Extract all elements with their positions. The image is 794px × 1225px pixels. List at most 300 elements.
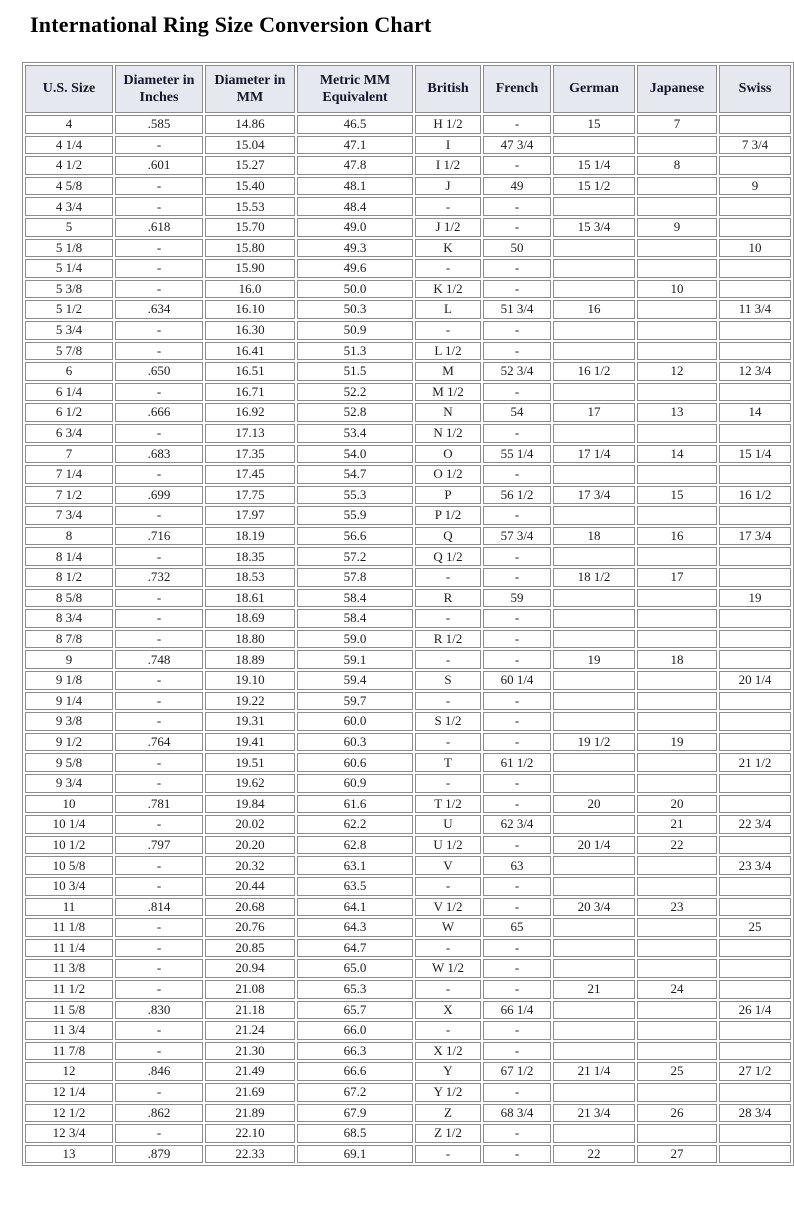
cell-japanese xyxy=(637,692,717,711)
cell-german xyxy=(553,918,635,937)
cell-swiss xyxy=(719,506,791,525)
cell-japanese xyxy=(637,753,717,772)
cell-german xyxy=(553,506,635,525)
cell-japanese xyxy=(637,609,717,628)
cell-german: 16 1/2 xyxy=(553,362,635,381)
cell-german: 15 1/4 xyxy=(553,156,635,175)
cell-swiss: 12 3/4 xyxy=(719,362,791,381)
cell-u-s-size: 8 5/8 xyxy=(25,589,113,608)
cell-u-s-size: 10 3/4 xyxy=(25,877,113,896)
cell-diameter-in-inches: .732 xyxy=(115,568,203,587)
cell-japanese xyxy=(637,918,717,937)
cell-diameter-in-inches: - xyxy=(115,1021,203,1040)
cell-diameter-in-mm: 19.51 xyxy=(205,753,295,772)
cell-french: - xyxy=(483,568,551,587)
cell-u-s-size: 10 5/8 xyxy=(25,856,113,875)
cell-japanese: 27 xyxy=(637,1145,717,1164)
cell-french: 52 3/4 xyxy=(483,362,551,381)
cell-diameter-in-mm: 19.31 xyxy=(205,712,295,731)
cell-diameter-in-inches: - xyxy=(115,465,203,484)
cell-diameter-in-inches: - xyxy=(115,506,203,525)
cell-diameter-in-mm: 19.10 xyxy=(205,671,295,690)
cell-japanese: 14 xyxy=(637,445,717,464)
table-row xyxy=(25,671,791,690)
cell-diameter-in-inches: .683 xyxy=(115,445,203,464)
cell-swiss: 25 xyxy=(719,918,791,937)
cell-diameter-in-inches: - xyxy=(115,939,203,958)
cell-diameter-in-inches: .830 xyxy=(115,1001,203,1020)
cell-german: 21 3/4 xyxy=(553,1104,635,1123)
cell-u-s-size: 11 3/4 xyxy=(25,1021,113,1040)
cell-diameter-in-inches: - xyxy=(115,259,203,278)
cell-japanese xyxy=(637,774,717,793)
ring-size-conversion-table xyxy=(22,62,794,1166)
cell-swiss xyxy=(719,795,791,814)
cell-diameter-in-mm: 18.80 xyxy=(205,630,295,649)
cell-diameter-in-mm: 22.10 xyxy=(205,1124,295,1143)
cell-british: Y xyxy=(415,1062,481,1081)
table-row xyxy=(25,424,791,443)
cell-diameter-in-inches: - xyxy=(115,424,203,443)
cell-british: T 1/2 xyxy=(415,795,481,814)
cell-french: - xyxy=(483,465,551,484)
cell-metric-mm-equivalent: 64.3 xyxy=(297,918,413,937)
cell-french: - xyxy=(483,774,551,793)
cell-diameter-in-mm: 22.33 xyxy=(205,1145,295,1164)
cell-diameter-in-mm: 15.40 xyxy=(205,177,295,196)
cell-german xyxy=(553,856,635,875)
table-row xyxy=(25,115,791,134)
cell-metric-mm-equivalent: 47.1 xyxy=(297,136,413,155)
table-row xyxy=(25,547,791,566)
cell-metric-mm-equivalent: 60.9 xyxy=(297,774,413,793)
cell-british: U 1/2 xyxy=(415,836,481,855)
cell-french: - xyxy=(483,692,551,711)
cell-french: - xyxy=(483,547,551,566)
cell-diameter-in-mm: 21.08 xyxy=(205,980,295,999)
cell-diameter-in-mm: 20.68 xyxy=(205,898,295,917)
cell-japanese xyxy=(637,1001,717,1020)
cell-british: K 1/2 xyxy=(415,280,481,299)
cell-french: - xyxy=(483,321,551,340)
cell-japanese xyxy=(637,177,717,196)
cell-diameter-in-mm: 16.92 xyxy=(205,403,295,422)
table-row xyxy=(25,939,791,958)
cell-diameter-in-inches: - xyxy=(115,774,203,793)
cell-metric-mm-equivalent: 59.4 xyxy=(297,671,413,690)
cell-swiss xyxy=(719,156,791,175)
cell-u-s-size: 12 3/4 xyxy=(25,1124,113,1143)
table-row xyxy=(25,753,791,772)
cell-u-s-size: 9 1/2 xyxy=(25,733,113,752)
cell-french: - xyxy=(483,259,551,278)
cell-british: - xyxy=(415,1021,481,1040)
cell-diameter-in-mm: 15.04 xyxy=(205,136,295,155)
cell-diameter-in-mm: 20.85 xyxy=(205,939,295,958)
cell-diameter-in-inches: - xyxy=(115,609,203,628)
cell-diameter-in-mm: 16.10 xyxy=(205,300,295,319)
cell-japanese xyxy=(637,1083,717,1102)
cell-british: L 1/2 xyxy=(415,342,481,361)
cell-german: 15 1/2 xyxy=(553,177,635,196)
cell-swiss xyxy=(719,383,791,402)
cell-british: - xyxy=(415,609,481,628)
cell-japanese xyxy=(637,342,717,361)
cell-german: 19 xyxy=(553,650,635,669)
cell-diameter-in-inches: - xyxy=(115,753,203,772)
cell-german xyxy=(553,342,635,361)
cell-diameter-in-inches: - xyxy=(115,918,203,937)
table-row xyxy=(25,795,791,814)
cell-u-s-size: 13 xyxy=(25,1145,113,1164)
cell-diameter-in-inches: .797 xyxy=(115,836,203,855)
cell-diameter-in-mm: 19.84 xyxy=(205,795,295,814)
table-row xyxy=(25,527,791,546)
cell-diameter-in-inches: .716 xyxy=(115,527,203,546)
cell-diameter-in-mm: 21.89 xyxy=(205,1104,295,1123)
cell-u-s-size: 5 7/8 xyxy=(25,342,113,361)
cell-diameter-in-mm: 15.80 xyxy=(205,239,295,258)
cell-metric-mm-equivalent: 49.6 xyxy=(297,259,413,278)
cell-british: - xyxy=(415,321,481,340)
cell-british: I xyxy=(415,136,481,155)
cell-u-s-size: 11 7/8 xyxy=(25,1042,113,1061)
cell-british: O xyxy=(415,445,481,464)
cell-diameter-in-inches: - xyxy=(115,630,203,649)
cell-german xyxy=(553,589,635,608)
table-row xyxy=(25,403,791,422)
cell-diameter-in-inches: - xyxy=(115,177,203,196)
cell-diameter-in-mm: 15.53 xyxy=(205,197,295,216)
cell-british: S 1/2 xyxy=(415,712,481,731)
cell-british: - xyxy=(415,692,481,711)
cell-german xyxy=(553,465,635,484)
table-row xyxy=(25,197,791,216)
cell-diameter-in-inches: - xyxy=(115,712,203,731)
cell-metric-mm-equivalent: 55.3 xyxy=(297,486,413,505)
table-row xyxy=(25,1104,791,1123)
cell-diameter-in-mm: 17.75 xyxy=(205,486,295,505)
cell-metric-mm-equivalent: 66.3 xyxy=(297,1042,413,1061)
cell-swiss xyxy=(719,1021,791,1040)
cell-japanese xyxy=(637,712,717,731)
cell-diameter-in-inches: - xyxy=(115,589,203,608)
cell-french: - xyxy=(483,630,551,649)
cell-french: 63 xyxy=(483,856,551,875)
table-row xyxy=(25,918,791,937)
cell-metric-mm-equivalent: 50.0 xyxy=(297,280,413,299)
cell-japanese xyxy=(637,877,717,896)
header-row xyxy=(25,65,791,113)
table-row xyxy=(25,589,791,608)
cell-swiss xyxy=(719,321,791,340)
cell-u-s-size: 12 1/4 xyxy=(25,1083,113,1102)
cell-swiss xyxy=(719,568,791,587)
cell-french: 56 1/2 xyxy=(483,486,551,505)
cell-diameter-in-mm: 20.20 xyxy=(205,836,295,855)
cell-japanese xyxy=(637,1042,717,1061)
table-row xyxy=(25,733,791,752)
cell-diameter-in-mm: 16.71 xyxy=(205,383,295,402)
cell-british: P 1/2 xyxy=(415,506,481,525)
cell-french: 57 3/4 xyxy=(483,527,551,546)
cell-japanese: 12 xyxy=(637,362,717,381)
cell-german xyxy=(553,239,635,258)
cell-british: - xyxy=(415,650,481,669)
cell-french: - xyxy=(483,156,551,175)
cell-french: - xyxy=(483,836,551,855)
cell-french: 66 1/4 xyxy=(483,1001,551,1020)
cell-metric-mm-equivalent: 60.6 xyxy=(297,753,413,772)
cell-u-s-size: 4 1/2 xyxy=(25,156,113,175)
cell-u-s-size: 8 1/2 xyxy=(25,568,113,587)
cell-british: M 1/2 xyxy=(415,383,481,402)
cell-japanese: 7 xyxy=(637,115,717,134)
cell-french: - xyxy=(483,898,551,917)
cell-french: 49 xyxy=(483,177,551,196)
cell-swiss xyxy=(719,836,791,855)
table-row xyxy=(25,177,791,196)
cell-diameter-in-mm: 21.30 xyxy=(205,1042,295,1061)
cell-french: - xyxy=(483,795,551,814)
cell-japanese xyxy=(637,671,717,690)
cell-swiss xyxy=(719,692,791,711)
cell-british: H 1/2 xyxy=(415,115,481,134)
cell-u-s-size: 4 1/4 xyxy=(25,136,113,155)
table-row xyxy=(25,156,791,175)
cell-diameter-in-inches: .748 xyxy=(115,650,203,669)
cell-u-s-size: 9 3/4 xyxy=(25,774,113,793)
cell-diameter-in-inches: - xyxy=(115,383,203,402)
cell-u-s-size: 10 1/4 xyxy=(25,815,113,834)
cell-swiss xyxy=(719,1083,791,1102)
cell-metric-mm-equivalent: 58.4 xyxy=(297,589,413,608)
cell-german xyxy=(553,939,635,958)
column-header-french: French xyxy=(483,65,551,113)
cell-french: - xyxy=(483,506,551,525)
cell-u-s-size: 4 3/4 xyxy=(25,197,113,216)
cell-german: 18 1/2 xyxy=(553,568,635,587)
cell-u-s-size: 5 3/4 xyxy=(25,321,113,340)
cell-swiss: 27 1/2 xyxy=(719,1062,791,1081)
cell-french: 68 3/4 xyxy=(483,1104,551,1123)
cell-swiss xyxy=(719,650,791,669)
table-row xyxy=(25,506,791,525)
cell-diameter-in-inches: - xyxy=(115,197,203,216)
cell-japanese: 24 xyxy=(637,980,717,999)
cell-diameter-in-inches: - xyxy=(115,321,203,340)
cell-french: - xyxy=(483,342,551,361)
cell-diameter-in-inches: .618 xyxy=(115,218,203,237)
cell-swiss xyxy=(719,980,791,999)
cell-french: - xyxy=(483,650,551,669)
cell-british: J 1/2 xyxy=(415,218,481,237)
cell-u-s-size: 8 xyxy=(25,527,113,546)
cell-french: - xyxy=(483,280,551,299)
cell-metric-mm-equivalent: 63.1 xyxy=(297,856,413,875)
cell-u-s-size: 9 5/8 xyxy=(25,753,113,772)
cell-japanese: 10 xyxy=(637,280,717,299)
cell-swiss: 22 3/4 xyxy=(719,815,791,834)
cell-french: 61 1/2 xyxy=(483,753,551,772)
cell-swiss xyxy=(719,1042,791,1061)
cell-british: - xyxy=(415,733,481,752)
cell-french: - xyxy=(483,1124,551,1143)
cell-japanese xyxy=(637,856,717,875)
cell-british: Z xyxy=(415,1104,481,1123)
cell-british: - xyxy=(415,877,481,896)
cell-british: - xyxy=(415,197,481,216)
cell-diameter-in-inches: - xyxy=(115,547,203,566)
cell-metric-mm-equivalent: 66.6 xyxy=(297,1062,413,1081)
cell-u-s-size: 7 xyxy=(25,445,113,464)
column-header-japanese: Japanese xyxy=(637,65,717,113)
column-header-swiss: Swiss xyxy=(719,65,791,113)
cell-british: U xyxy=(415,815,481,834)
cell-german: 21 1/4 xyxy=(553,1062,635,1081)
cell-metric-mm-equivalent: 63.5 xyxy=(297,877,413,896)
cell-diameter-in-inches: - xyxy=(115,1042,203,1061)
cell-german xyxy=(553,959,635,978)
cell-british: R 1/2 xyxy=(415,630,481,649)
cell-diameter-in-inches: - xyxy=(115,856,203,875)
cell-diameter-in-mm: 20.94 xyxy=(205,959,295,978)
column-header-diameter-in-inches: Diameter in Inches xyxy=(115,65,203,113)
cell-swiss: 11 3/4 xyxy=(719,300,791,319)
cell-british: Q 1/2 xyxy=(415,547,481,566)
cell-french: 47 3/4 xyxy=(483,136,551,155)
cell-swiss: 10 xyxy=(719,239,791,258)
cell-japanese: 19 xyxy=(637,733,717,752)
cell-swiss: 17 3/4 xyxy=(719,527,791,546)
cell-diameter-in-inches: - xyxy=(115,280,203,299)
cell-swiss xyxy=(719,630,791,649)
cell-german xyxy=(553,1042,635,1061)
cell-french: - xyxy=(483,1083,551,1102)
cell-metric-mm-equivalent: 54.0 xyxy=(297,445,413,464)
cell-french: - xyxy=(483,712,551,731)
cell-metric-mm-equivalent: 64.1 xyxy=(297,898,413,917)
cell-british: V 1/2 xyxy=(415,898,481,917)
cell-german xyxy=(553,1021,635,1040)
cell-u-s-size: 7 1/2 xyxy=(25,486,113,505)
table-row xyxy=(25,280,791,299)
cell-british: - xyxy=(415,1145,481,1164)
cell-japanese xyxy=(637,300,717,319)
cell-german xyxy=(553,774,635,793)
cell-diameter-in-mm: 20.76 xyxy=(205,918,295,937)
cell-u-s-size: 9 1/8 xyxy=(25,671,113,690)
cell-diameter-in-inches: .781 xyxy=(115,795,203,814)
cell-metric-mm-equivalent: 59.7 xyxy=(297,692,413,711)
cell-french: 67 1/2 xyxy=(483,1062,551,1081)
cell-diameter-in-inches: - xyxy=(115,815,203,834)
cell-metric-mm-equivalent: 57.8 xyxy=(297,568,413,587)
cell-japanese: 9 xyxy=(637,218,717,237)
table-row xyxy=(25,239,791,258)
cell-diameter-in-mm: 18.35 xyxy=(205,547,295,566)
cell-u-s-size: 12 1/2 xyxy=(25,1104,113,1123)
cell-german: 20 3/4 xyxy=(553,898,635,917)
table-row xyxy=(25,342,791,361)
cell-swiss: 28 3/4 xyxy=(719,1104,791,1123)
table-row xyxy=(25,300,791,319)
cell-metric-mm-equivalent: 59.0 xyxy=(297,630,413,649)
cell-metric-mm-equivalent: 50.9 xyxy=(297,321,413,340)
table-row xyxy=(25,856,791,875)
cell-british: Y 1/2 xyxy=(415,1083,481,1102)
table-row xyxy=(25,568,791,587)
cell-french: 54 xyxy=(483,403,551,422)
cell-german xyxy=(553,280,635,299)
cell-metric-mm-equivalent: 46.5 xyxy=(297,115,413,134)
cell-metric-mm-equivalent: 69.1 xyxy=(297,1145,413,1164)
cell-french: - xyxy=(483,1042,551,1061)
cell-metric-mm-equivalent: 56.6 xyxy=(297,527,413,546)
cell-japanese: 8 xyxy=(637,156,717,175)
cell-german xyxy=(553,630,635,649)
cell-metric-mm-equivalent: 66.0 xyxy=(297,1021,413,1040)
cell-swiss xyxy=(719,939,791,958)
cell-u-s-size: 11 1/4 xyxy=(25,939,113,958)
cell-british: J xyxy=(415,177,481,196)
cell-diameter-in-mm: 18.69 xyxy=(205,609,295,628)
cell-japanese: 26 xyxy=(637,1104,717,1123)
cell-u-s-size: 9 xyxy=(25,650,113,669)
cell-diameter-in-mm: 19.41 xyxy=(205,733,295,752)
cell-swiss xyxy=(719,218,791,237)
table-body xyxy=(25,115,791,1163)
cell-diameter-in-mm: 20.02 xyxy=(205,815,295,834)
cell-british: - xyxy=(415,939,481,958)
cell-diameter-in-inches: - xyxy=(115,1124,203,1143)
cell-metric-mm-equivalent: 67.2 xyxy=(297,1083,413,1102)
table-row xyxy=(25,259,791,278)
cell-german xyxy=(553,877,635,896)
cell-swiss: 23 3/4 xyxy=(719,856,791,875)
cell-diameter-in-mm: 21.49 xyxy=(205,1062,295,1081)
cell-british: W xyxy=(415,918,481,937)
cell-french: - xyxy=(483,609,551,628)
cell-diameter-in-mm: 18.61 xyxy=(205,589,295,608)
cell-u-s-size: 11 3/8 xyxy=(25,959,113,978)
cell-diameter-in-inches: .699 xyxy=(115,486,203,505)
cell-french: - xyxy=(483,1021,551,1040)
table-row xyxy=(25,959,791,978)
cell-metric-mm-equivalent: 64.7 xyxy=(297,939,413,958)
cell-metric-mm-equivalent: 55.9 xyxy=(297,506,413,525)
cell-u-s-size: 9 1/4 xyxy=(25,692,113,711)
cell-u-s-size: 8 7/8 xyxy=(25,630,113,649)
cell-diameter-in-mm: 19.62 xyxy=(205,774,295,793)
cell-swiss xyxy=(719,547,791,566)
cell-u-s-size: 8 3/4 xyxy=(25,609,113,628)
cell-u-s-size: 4 5/8 xyxy=(25,177,113,196)
cell-swiss xyxy=(719,877,791,896)
cell-german: 15 3/4 xyxy=(553,218,635,237)
cell-metric-mm-equivalent: 49.3 xyxy=(297,239,413,258)
cell-metric-mm-equivalent: 50.3 xyxy=(297,300,413,319)
cell-british: - xyxy=(415,980,481,999)
cell-diameter-in-mm: 16.30 xyxy=(205,321,295,340)
table-row xyxy=(25,650,791,669)
cell-british: N xyxy=(415,403,481,422)
cell-japanese: 13 xyxy=(637,403,717,422)
cell-german: 17 1/4 xyxy=(553,445,635,464)
cell-diameter-in-mm: 17.45 xyxy=(205,465,295,484)
page-title: International Ring Size Conversion Chart xyxy=(30,12,432,37)
cell-swiss: 15 1/4 xyxy=(719,445,791,464)
